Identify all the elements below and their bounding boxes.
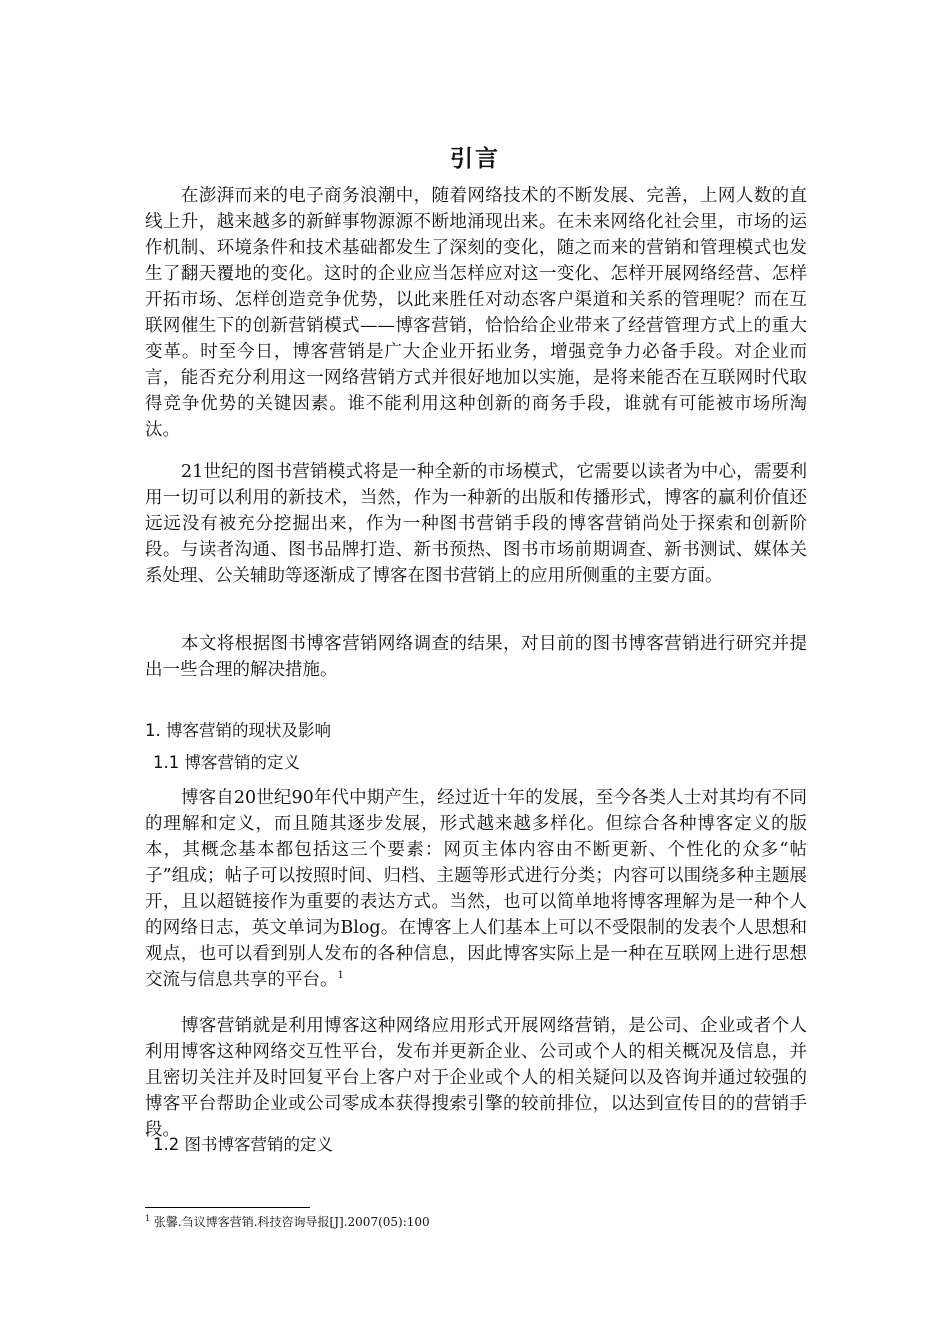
footnote-separator — [145, 1207, 310, 1208]
footnote-reference: 1 — [337, 970, 344, 982]
intro-paragraph-2: 21世纪的图书营销模式将是一种全新的市场模式，它需要以读者为中心，需要利用一切可以利用的新技术，当然，作为一种新的出版和传播形式，博客的赢利价值还远远没有被充分挖掘出来，作为一种图书营销手段的博客营销尚处于探索和创新阶段。与读者沟通、图书品牌打造、新书预热、图书市场前期调查、新书测试、媒体关系处理、公关辅助等逐渐成了博客在图书营销上的应用所侧重的主要方面。 — [145, 462, 807, 586]
footnote-mark: 1 — [145, 1214, 151, 1223]
section-1-heading: 1. 博客营销的现状及影响 — [145, 721, 331, 740]
footnote-text: 张馨.刍议博客营销.科技咨询导报[J].2007(05):100 — [153, 1215, 430, 1229]
section-1-1-paragraph-1-text: 博客自20世纪90年代中期产生，经过近十年的发展，至今各类人士对其均有不同的理解和定义，而且随其逐步发展，形式越来越多样化。但综合各种博客定义的版本，其概念基本都包括这三个要素：网页主体内容由不断更新、个性化的众多“帖子”组成；帖子可以按照时间、归档、主题等形式进行分类；内容可以围绕多种主题展开，且以超链接作为重要的表达方式。当然，也可以简单地将博客理解为是一种个人的网络日志，英文单词为Blog。在博客上人们基本上可以不受限制的发表个人思想和观点，也可以看到别人发布的各种信息，因此博客实际上是一种在互联网上进行思想交流与信息共享的平台。 — [145, 788, 807, 990]
footnote — [145, 1213, 430, 1230]
intro-paragraph-1: 在澎湃而来的电子商务浪潮中，随着网络技术的不断发展、完善，上网人数的直线上升，越来越多的新鲜事物源源不断地涌现出来。在未来网络化社会里，市场的运作机制、环境条件和技术基础都发生了深刻的变化，随之而来的营销和管理模式也发生了翻天覆地的变化。这时的企业应当怎样应对这一变化、怎样开展网络经营、怎样开拓市场、怎样创造竞争优势，以此来胜任对动态客户渠道和关系的管理呢？而在互联网催生下的创新营销模式——博客营销，恰恰给企业带来了经营管理方式上的重大变革。时至今日，博客营销是广大企业开拓业务，增强竞争力必备手段。对企业而言，能否充分利用这一网络营销方式并很好地加以实施，是将来能否在互联网时代取得竞争优势的关键因素。谁不能利用这种创新的商务手段，谁就有可能被市场所淘汰。 — [145, 186, 807, 440]
section-1-2-heading: 1.2 图书博客营销的定义 — [153, 1135, 333, 1154]
section-1-1-heading: 1.1 博客营销的定义 — [153, 753, 300, 772]
section-1-1-paragraph-2: 博客营销就是利用博客这种网络应用形式开展网络营销，是公司、企业或者个人利用博客这种网络交互性平台，发布并更新企业、公司或个人的相关概况及信息，并且密切关注并及时回复平台上客户对于企业或个人的相关疑问以及咨询并通过较强的博客平台帮助企业或公司零成本获得搜索引擎的较前排位，以达到宣传目的的营销手段。 — [145, 1016, 807, 1140]
intro-paragraph-3: 本文将根据图书博客营销网络调查的结果，对目前的图书博客营销进行研究并提出一些合理的解决措施。 — [145, 634, 807, 680]
section-1-1-paragraph-1 — [145, 785, 807, 993]
page-title: 引言 — [450, 146, 500, 172]
